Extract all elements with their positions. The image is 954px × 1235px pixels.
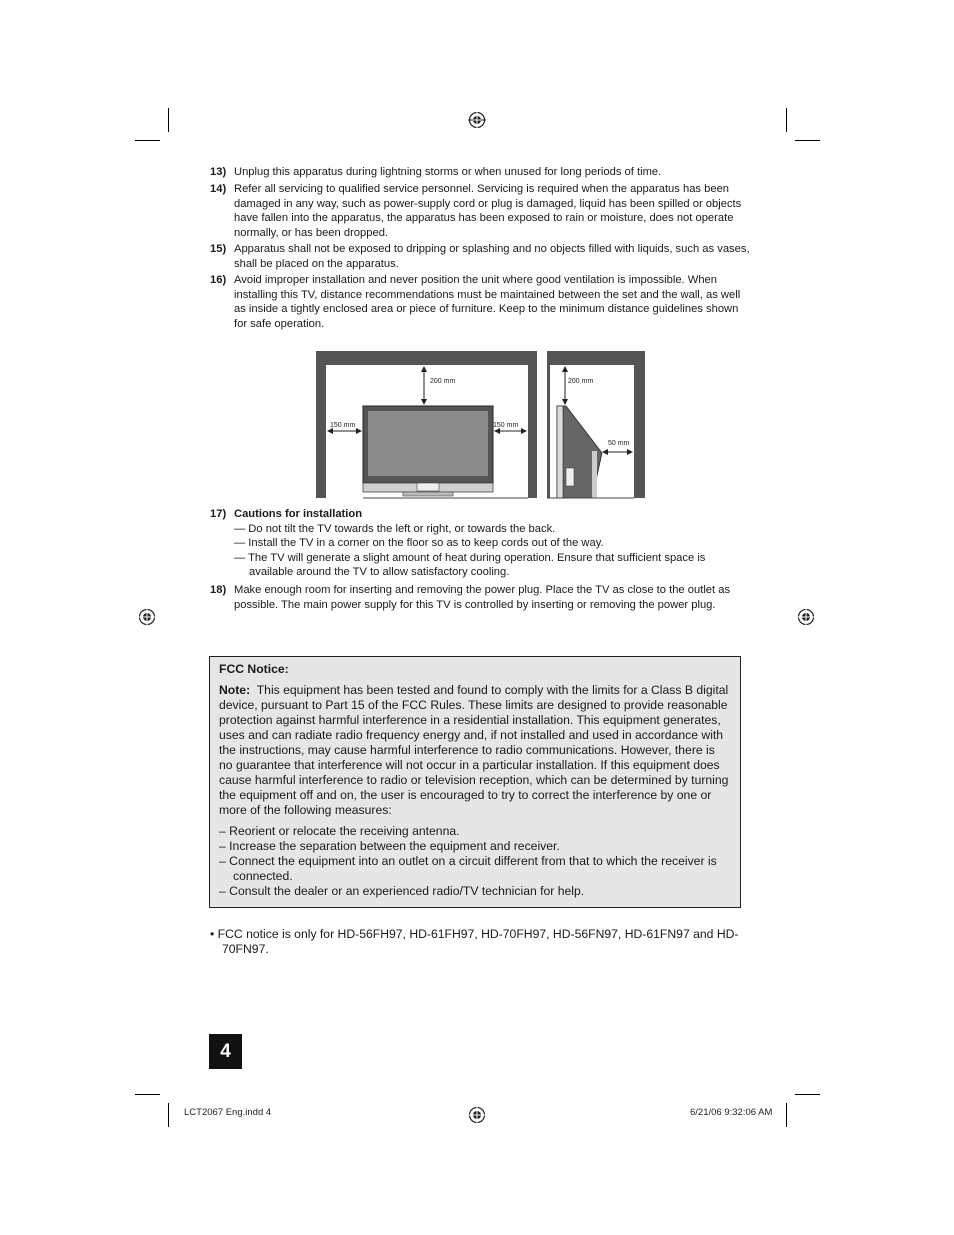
safety-item-13: [210, 165, 750, 180]
installation-clearance-figure: [316, 351, 646, 500]
side-view-diagram: [547, 351, 645, 498]
crop-mark: [168, 1103, 169, 1127]
registration-mark-icon: [468, 111, 486, 129]
safety-item-14: [210, 182, 750, 240]
crop-mark: [168, 108, 169, 132]
fcc-measures-list: [219, 824, 731, 899]
clearance-label-right: 150 mm: [493, 422, 519, 429]
fcc-measure-item: – Connect the equipment into an outlet on a circuit different from that to which the receiver is connected.: [219, 854, 717, 883]
item-number: 16): [210, 274, 227, 286]
crop-mark: [795, 1094, 820, 1095]
item-number: 17): [210, 508, 227, 520]
fcc-measure-item: – Reorient or relocate the receiving antenna.: [219, 824, 460, 838]
caution-line: — Do not tilt the TV towards the left or right, or towards the back.: [234, 522, 556, 535]
item-number: 18): [210, 584, 227, 596]
clearance-label-top: 200 mm: [430, 378, 456, 385]
clearance-label-back: 50 mm: [608, 440, 630, 447]
crop-mark: [135, 1094, 160, 1095]
item-text: Apparatus shall not be exposed to dripping or splashing and no objects filled with liquids, such as vases, shall be placed on the apparatus.: [234, 243, 750, 270]
item-text: Make enough room for inserting and removing the power plug. Place the TV as close to the outlet as possible. The main power supply for this TV is controlled by inserting or removing the power plug.: [234, 584, 731, 611]
item-text: Unplug this apparatus during lightning storms or when unused for long periods of time.: [234, 166, 662, 178]
item-text: Refer all servicing to qualified service personnel. Servicing is required when the apparatus has been damaged in any way, such as power-supply cord or plug is damaged, liquid has been spilled or objects have fallen into the apparatus, the apparatus has been exposed to rain or moisture, does not operate normally, or has been dropped.: [234, 183, 742, 239]
crop-mark: [135, 140, 160, 141]
fcc-notice-box: [209, 656, 741, 908]
registration-mark-icon: [468, 1106, 486, 1124]
crop-mark: [795, 140, 820, 141]
fcc-note-paragraph: [219, 683, 731, 818]
fcc-models-note: • FCC notice is only for HD-56FH97, HD-61FH97, HD-70FH97, HD-56FN97, HD-61FN97 and HD-70FN97.: [210, 927, 739, 956]
clearance-label-side-top: 200 mm: [568, 378, 594, 385]
item-number: 13): [210, 166, 227, 178]
item-text: Avoid improper installation and never position the unit where good ventilation is impossible. When installing this TV, distance recommendations must be maintained between the set and the wall, as well as inside a tightly enclosed area or piece of furniture. Keep to the minimum distance guidelines shown for safe operation.: [234, 274, 741, 330]
fcc-note-text: This equipment has been tested and found to comply with the limits for a Class B digital device, pursuant to Part 15 of the FCC Rules. These limits are designed to provide reasonable protection against harmful interference in a residential installation. This equipment generates, uses and can radiate radio frequency energy and, if not installed and used in accordance with the instructions, may cause harmful interference to radio communications. However, there is no guarantee that interference will not occur in a particular installation. If this equipment does cause harmful interference to radio or television reception, which can be determined by turning the equipment off and on, the user is encouraged to try to correct the interference by one or more of the following measures:: [219, 683, 729, 817]
item-title: Cautions for installation: [234, 508, 363, 520]
safety-item-17: [210, 507, 750, 580]
fcc-note-label: Note:: [219, 683, 251, 697]
registration-mark-icon: [797, 608, 815, 626]
footer-timestamp: 6/21/06 9:32:06 AM: [690, 1107, 773, 1118]
page-number: 4: [209, 1034, 242, 1069]
registration-mark-icon: [138, 608, 156, 626]
item-number: 14): [210, 183, 227, 195]
footer-file-info: LCT2067 Eng.indd 4: [184, 1107, 272, 1118]
caution-line: — Install the TV in a corner on the floor so as to keep cords out of the way.: [234, 537, 604, 550]
fcc-measure-item: – Increase the separation between the equipment and receiver.: [219, 839, 560, 853]
fcc-measure-item: – Consult the dealer or an experienced radio/TV technician for help.: [219, 884, 585, 898]
caution-line: — The TV will generate a slight amount of heat during operation. Ensure that sufficient space is available around the TV to allow satisfactory cooling.: [234, 551, 706, 579]
safety-item-18: [210, 583, 750, 612]
front-view-diagram: [316, 351, 537, 498]
crop-mark: [786, 1103, 787, 1127]
crop-mark: [786, 108, 787, 132]
safety-item-15: [210, 242, 750, 271]
fcc-notice-title: FCC Notice:: [219, 662, 289, 676]
item-number: 15): [210, 243, 227, 255]
clearance-label-left: 150 mm: [330, 422, 356, 429]
safety-item-16: [210, 273, 750, 331]
